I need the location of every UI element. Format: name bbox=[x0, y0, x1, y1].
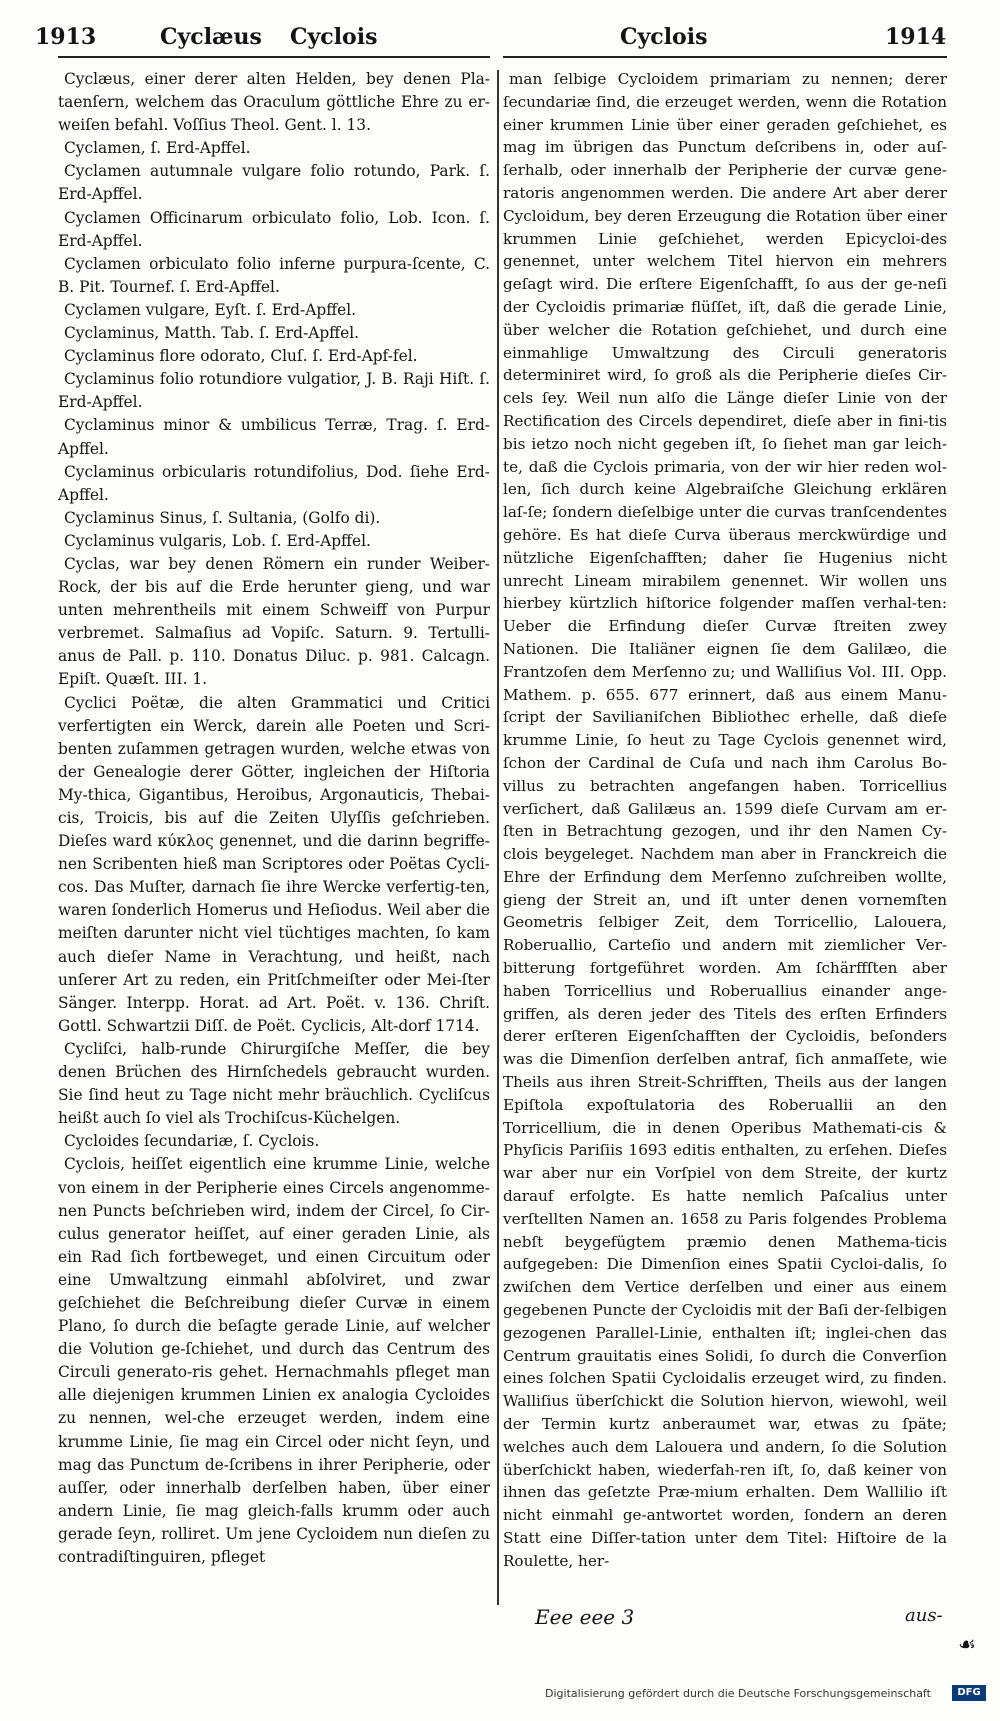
left-paragraph: Cyclaminus orbicularis rotundifolius, Dod. ſiehe Erd-Apffel. bbox=[58, 462, 490, 504]
left-paragraph: Cyclaminus minor & umbilicus Terræ, Trag. ſ. Erd-Apffel. bbox=[58, 416, 490, 458]
left-paragraph: Cyclæus, einer derer alten Helden, bey denen Pla-taenſern, welchem das Oraculum göttliche Ehre zu er-weiſen befahl. Voſſius Theol. Gent. l. 13. bbox=[58, 70, 490, 135]
left-paragraph: Cyclamen, ſ. Erd-Apffel. bbox=[64, 139, 251, 158]
left-column bbox=[58, 68, 490, 1569]
header-rule-right bbox=[503, 56, 947, 58]
left-paragraph: Cyclici Poëtæ, die alten Grammatici und Critici verfertigten ein Werck, darein alle Poeten und Scri-benten zuſammen getragen wurden, welche etwas von der Genealogie derer Götter, ingleichen der Hiſtoria My-thica, Gigantibus, Heroibus, Argonauticis, Thebai-cis, Troicis, bis auf die Zeiten Ulyſſis geſchrieben. Dieſes ward κύκλος genennet, und die darinn begriffe-nen Scribenten hieß man Scriptores oder Poëtas Cycli-cos. Das Muſter, darnach ſie ihre Wercke verfertig-ten, waren ſonderlich Homerus und Heſiodus. Weil aber die meiſten darunter nicht viel tüchtiges machten, ſo kam auch dieſer Name in Verachtung, und heißt, nach unſerer Art zu reden, ein Pritſchmeiſter oder Mei-ſter Sänger. Interpp. Horat. ad Art. Poët. v. 136. Chriſt. Gottl. Schwartzii Diſſ. de Poët. Cyclicis, Alt-dorf 1714. bbox=[58, 693, 490, 1035]
fleuron-icon: ☙ bbox=[958, 1632, 976, 1656]
left-paragraph: Cyclamen autumnale vulgare folio rotundo, Park. ſ. Erd-Apffel. bbox=[58, 162, 490, 204]
running-head-3: Cyclois bbox=[620, 24, 708, 50]
catchword: aus- bbox=[905, 1605, 943, 1626]
left-paragraph: Cyclois, heiſſet eigentlich eine krumme Linie, welche von einem in der Peripherie eines Circels angenomme-nen Puncts beſchrieben wird, indem der Circel, ſo Cir-culus generator heiſſet, auf einer geraden Linie, als ein Rad ſich fortbeweget, und einen Circuitum oder eine Umwaltzung einmahl abſolviret, und zwar geſchiehet die Beſchreibung dieſer Curvæ in einem Plano, ſo durch die beſagte gerade Linie, auf welcher die Volution ge-ſchiehet, und durch das Centrum des Circuli generato-ris gehet. Hernachmahls pfleget man alle diejenigen krummen Linien ex analogia Cycloides zu nennen, wel-che erzeuget werden, indem eine krumme Linie, ſie mag ein Circel oder nicht ſeyn, und mag das Punctum de-ſcribens in ihrer Peripherie, oder auſſer, oder innerhalb derſelben haben, über einer andern Linie, ſie mag gleich-falls krumm oder auch gerade ſeyn, rolliret. Um jene Cycloidem nun dieſen zu contradiſtinguiren, pfleget bbox=[58, 1155, 490, 1566]
left-paragraph: Cycliſci, halb-runde Chirurgiſche Meſſer, die bey denen Brüchen des Hirnſchedels gebraucht wurden. Sie ſind heut zu Tage nicht mehr bräuchlich. Cycliſcus heißt auch ſo viel als Trochiſcus-Küchelgen. bbox=[58, 1039, 490, 1128]
left-paragraph: Cyclaminus Sinus, ſ. Sultania, (Golfo di). bbox=[64, 508, 381, 527]
header-rule-left bbox=[58, 56, 490, 58]
left-paragraph: Cyclamen vulgare, Eyſt. ſ. Erd-Apffel. bbox=[64, 300, 357, 319]
column-divider bbox=[497, 70, 499, 1605]
right-paragraph: man ſelbige Cycloidem primariam zu nennen; derer ſecundariæ ſind, die erzeuget werden, wenn die Rotation einer krummen Linie über einer geraden geſchiehet, es mag im übrigen das Punctum deſcribens in, oder auſ-ſerhalb, oder innerhalb der Peripherie der curvæ gene-ratoris angenommen werden. Die andere Art aber derer Cycloidum, bey deren Erzeugung die Rotation über einer krummen Linie geſchiehet, werden Epicycloi-des genennet, unter welchem Titel hiervon ein mehrers geſagt wird. Die erſtere Eigenſchafft, ſo aus der ge-neſi der Cycloidis primariæ flüſſet, iſt, daß die gerade Linie, über welcher die Rotation geſchiehet, und durch eine einmahlige Umwaltzung des Circuli generatoris determiniret wird, ſo groß als die Peripherie dieſes Cir-cels ſey. Weil nun alſo die Länge dieſer Linie von der Rectification des Circels dependiret, dieſe aber in fini-tis bis ietzo noch nicht gegeben iſt, ſo ſiehet man gar leich-te, daß die Cyclois primaria, von der wir hier reden wol-len, ſich durch keine Algebraiſche Gleichung erklären laſ-ſe; ſondern dieſelbige unter die curvas tranſcendentes gehöre. Es hat dieſe Curva überaus merckwürdige und nützliche Eigenſchafften; daher ſie Hugenius nicht unrecht Lineam mirabilem genennet. Wir wollen uns hierbey kürtzlich hiſtorice folgender maſſen verhal-ten: Ueber die Erfindung dieſer Curvæ ſtreiten zwey Nationen. Die Italiäner eignen ſie dem Galilæo, die Frantzoſen dem Merſenno zu; und Walliſius Vol. III. Opp. Mathem. p. 655. 677 erinnert, daß aus einem Manu-ſcript der Savilianiſchen Bibliothec erhelle, daß dieſe krumme Linie, ſo heut zu Tage Cyclois genennet wird, ſchon der Cardinal de Cuſa und nach ihm Carolus Bo-villus zu betrachten angefangen haben. Torricellius verſichert, daß Galilæus an. 1599 dieſe Curvam am er-ſten in Betrachtung gezogen, und ihr den Namen Cy-clois beygeleget. Nachdem man aber in Franckreich die Ehre der Erfindung dem Merſenno zuſchreiben wollte, gieng der Streit an, und iſt unter denen vornemſten Geometris ſelbiger Zeit, dem Torricellio, Lalouera, Roberuallio, Carteſio und andern mit ziemlicher Ver-bitterung fortgeführet worden. Am ſchärffſten aber haben Torricellius und Roberuallius einander ange-griffen, als deren jeder des Titels des erſten Erfinders derer erſteren Eigenſchafften der Cycloidis, beſonders was die Dimenſion derſelben antraf, ſich anmaſſete, wie Theils aus ihren Streit-Schrifften, Theils aus der langen Epiſtola expoſtulatoria des Roberuallii an den Torricellium, die in denen Operibus Mathemati-cis & Phyſicis Pariſiis 1693 editis enthalten, zu erſehen. Dieſes war aber nur ein Vorſpiel von dem Streite, der kurtz darauf erfolgte. Es hatte nemlich Paſcalius unter verſtellten Namen an. 1658 zu Paris folgendes Problema nebſt beygefügtem præmio denen Mathema-ticis aufgegeben: Die Dimenſion eines Spatii Cycloi-dalis, ſo zwiſchen dem Vertice derſelben und einer aus einem gegebenen Puncte der Cycloidis mit der Baſi der-ſelbigen gezogenen Parallel-Linie, enthalten iſt; inglei-chen das Centrum grauitatis eines Solidi, ſo durch die Converſion eines ſolchen Spatii Cycloidalis erzeuget wird, zu finden. Walliſius überſchickt die Solution hiervon, wiewohl, weil der Termin kurtz anberaumet war, etwas zu ſpäte; welches auch dem Lalouera und andern, ſo die Solution überſchickt haben, wiederfah-ren iſt, ſo, daß keiner von ihnen das geſetzte Præ-mium erhalten. Dem Wallilio iſt nicht einmahl ge-antwortet worden, ſondern an deren Statt eine Diſſer-tation unter dem Titel: Hiſtoire de la Roulette, her- bbox=[503, 70, 947, 1570]
page-number-left: 1913 bbox=[35, 24, 97, 50]
left-paragraph: Cyclaminus, Matth. Tab. ſ. Erd-Apffel. bbox=[64, 324, 360, 343]
digitization-footer: Digitalisierung gefördert durch die Deutsche Forschungsgemeinschaft bbox=[545, 1687, 931, 1700]
left-paragraph: Cyclaminus folio rotundiore vulgatior, J. B. Raji Hiſt. ſ. Erd-Apffel. bbox=[58, 370, 490, 412]
left-paragraph: Cyclamen orbiculato folio inferne purpura-ſcente, C. B. Pit. Tournef. ſ. Erd-Apffel. bbox=[58, 254, 490, 296]
running-head-2: Cyclois bbox=[290, 24, 378, 50]
left-paragraph: Cyclamen Officinarum orbiculato folio, Lob. Icon. ſ. Erd-Apffel. bbox=[58, 208, 490, 250]
left-paragraph: Cyclaminus flore odorato, Cluſ. ſ. Erd-Apf-fel. bbox=[64, 347, 418, 366]
left-paragraph: Cycloides ſecundariæ, ſ. Cyclois. bbox=[64, 1132, 320, 1151]
left-paragraph: Cyclas, war bey denen Römern ein runder Weiber-Rock, der bis auf die Erde herunter gieng, und war unten mehrentheils mit einem Schweiff von Purpur verbremet. Salmaſius ad Vopiſc. Saturn. 9. Tertulli-anus de Pall. p. 110. Donatus Diluc. p. 981. Calcagn. Epiſt. Quæſt. III. 1. bbox=[58, 554, 490, 689]
running-head-1: Cyclæus bbox=[160, 24, 262, 50]
left-paragraph: Cyclaminus vulgaris, Lob. ſ. Erd-Apffel. bbox=[64, 531, 371, 550]
right-column bbox=[503, 68, 947, 1573]
dfg-logo: DFG bbox=[952, 1685, 986, 1701]
signature-mark: Eee eee 3 bbox=[535, 1605, 635, 1629]
page-number-right: 1914 bbox=[885, 24, 947, 50]
